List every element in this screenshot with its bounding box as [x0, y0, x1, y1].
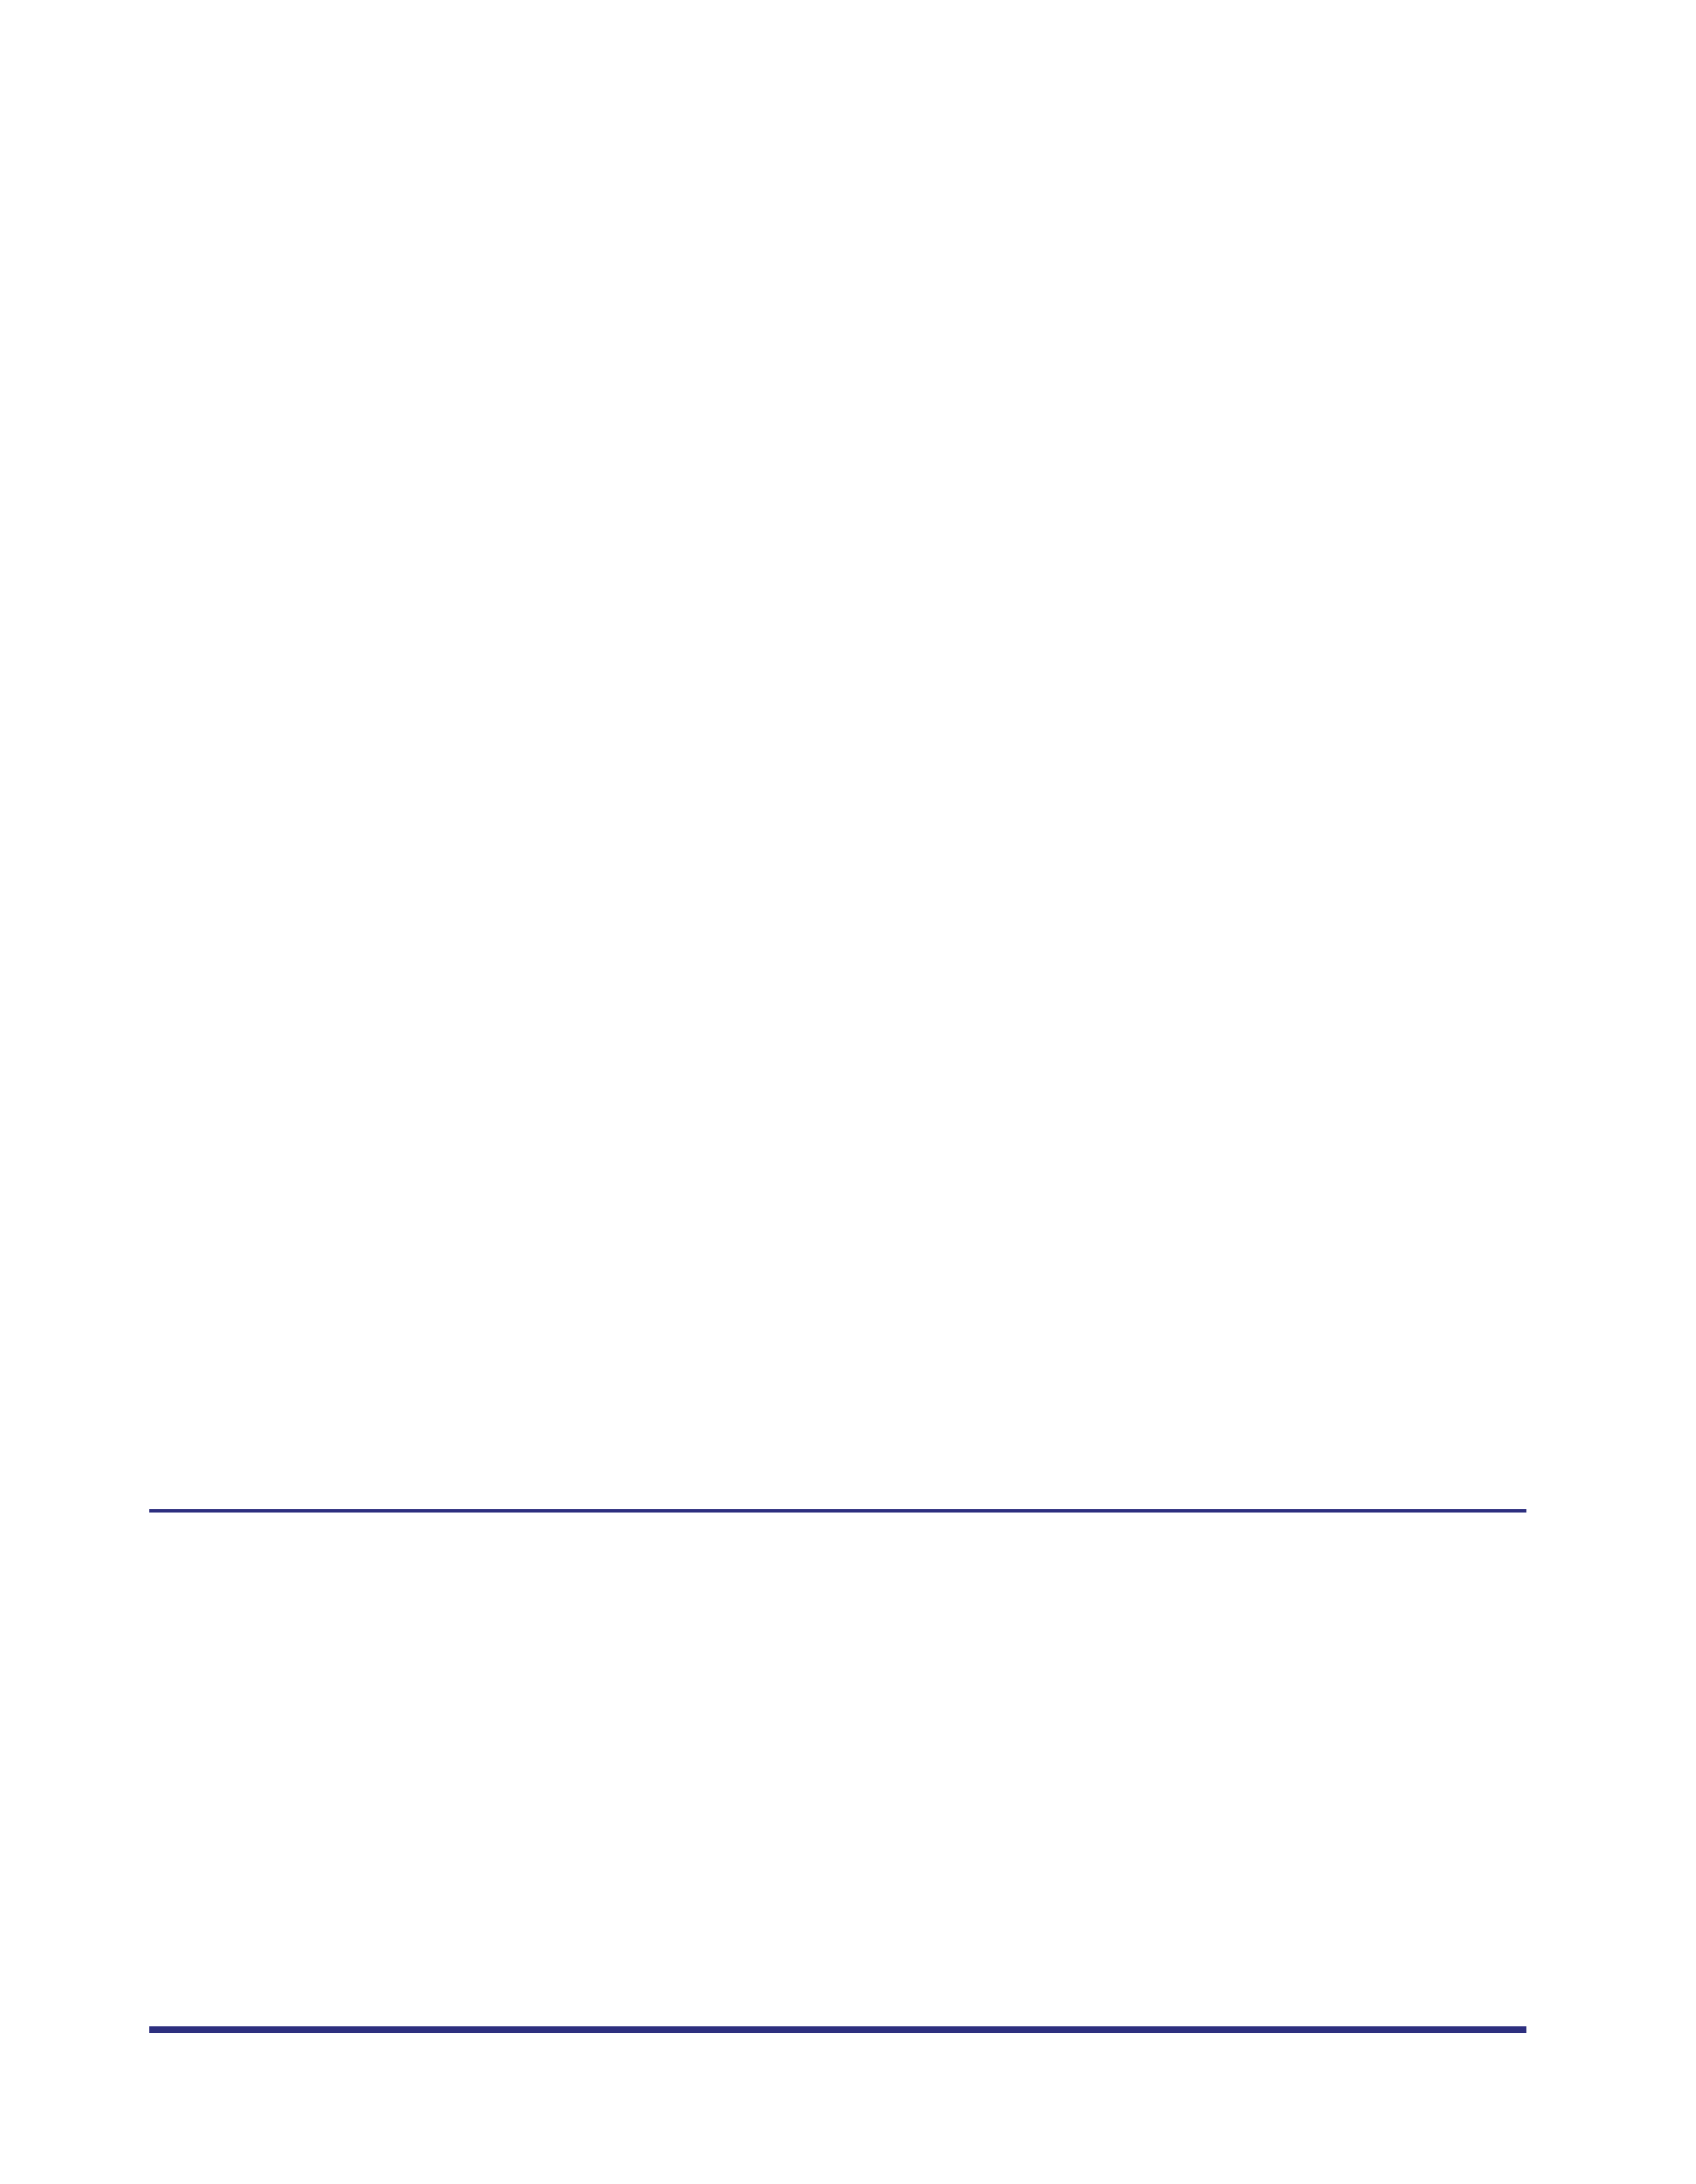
footer-rule	[149, 2026, 1526, 2033]
chapter-heading	[149, 1435, 1526, 1506]
chapter-divider	[149, 1509, 1526, 1513]
